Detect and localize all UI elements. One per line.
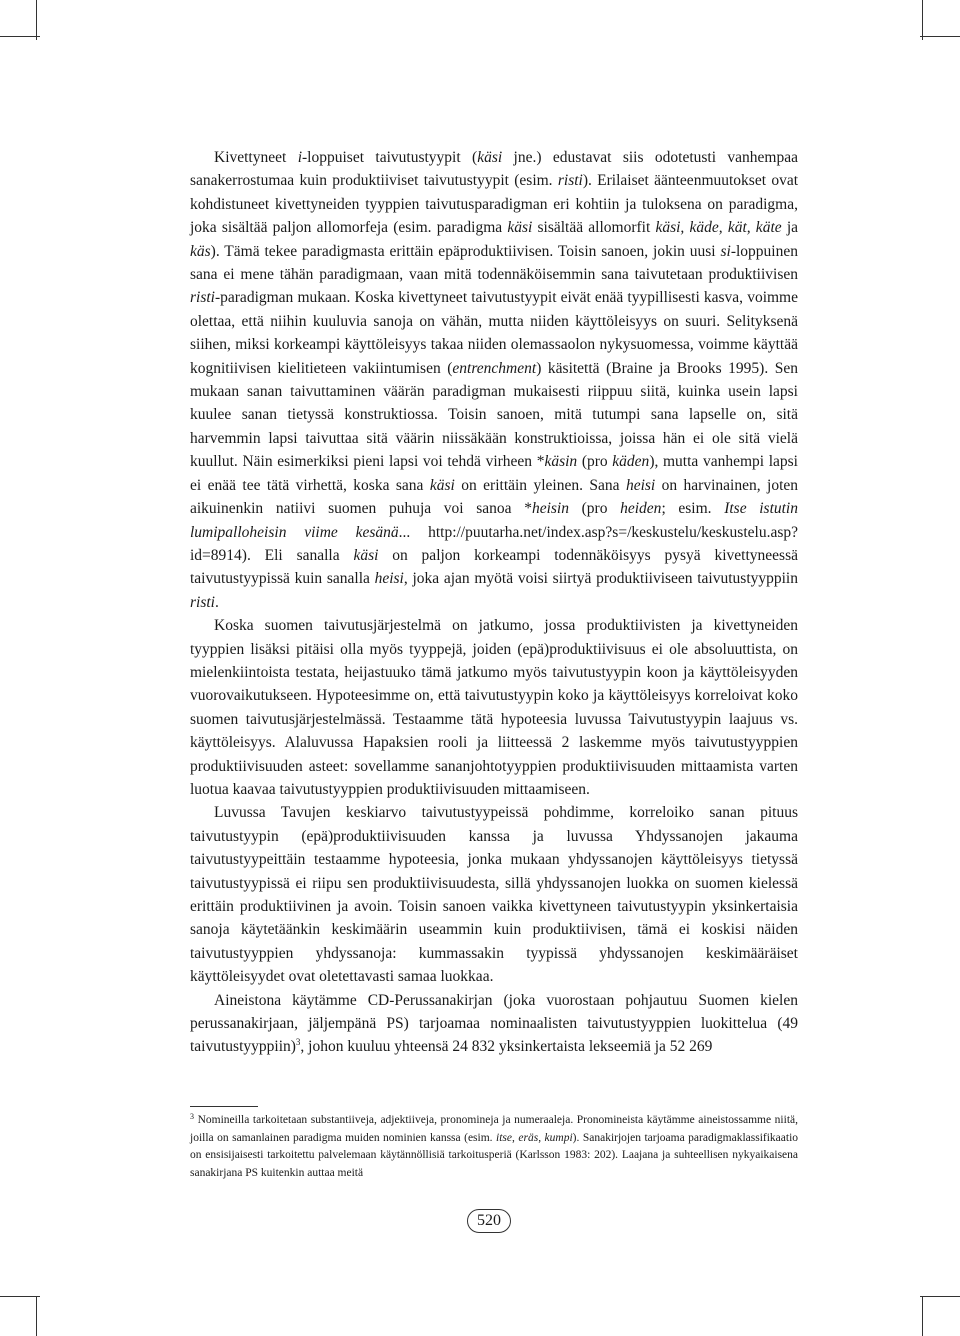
- text-run: ). Erilaiset äänteenmuutokset ovat kohdistuneet kivettyneiden tyyppien taivutusparadigman eri kohtiin ja tuloksena on paradigma, joka sisältää paljon allomorfeja (esim. paradigma: [190, 172, 799, 237]
- text-run: ). Tämä tekee paradigmasta erittäin epäproduktiivisen. Toisin sanoen, jokin uusi: [210, 242, 721, 260]
- italic-term: käsi, käde, kät, käte: [655, 219, 782, 237]
- footnote-marker: 3: [190, 1112, 194, 1121]
- text-run: Koska suomen taivutusjärjestelmä on jatkumo, jossa produktiivisten ja kivettyneiden tyyppien lisäksi pitäisi olla myös tyyppejä, joiden (epä)produktiivisuus ei ole absoluuttista, on mielenkiintoista testata, heijastuuko tämä jatkumo myös taivutustyypin koon ja käyttöleisyyden vuorovaikutukseen. Hypoteesimme on, että taivutustyypin koko ja käyttöleisyys korreloivat koko suomen taivutusjärjestelmässä. Testaamme tätä hypoteesia luvussa Taivutustyypin laajuus vs. käyttöleisyys. Alaluvussa Hapaksien rooli ja liitteessä 2 laskemme myös taivutustyyppien produktiivisuuden asteet: sovellamme sananjohtotyyppien produktiivisuuden mittaamista varten luotua kaavaa taivutustyyppien produktiivisuuden mittaamiseen.: [190, 617, 798, 798]
- italic-term: käsi: [353, 546, 379, 564]
- text-run: sisältää allomorfit: [532, 219, 656, 237]
- italic-term: käden: [612, 453, 650, 471]
- text-run: -loppuiset taivutustyypit (: [302, 149, 478, 166]
- crop-mark: [922, 0, 923, 40]
- footnote-rule: [190, 1106, 258, 1107]
- text-run: ; esim.: [661, 500, 725, 518]
- italic-term: itse: [496, 1131, 513, 1144]
- text-run: , joka ajan myötä voisi siirtyä produktiiviseen taivutustyyppiin: [403, 570, 798, 588]
- text-run: -loppuinen sana ei mene tähän paradigmaan, vaan mitä todennäköisemmin sana taivutetaan produktiivisen: [190, 242, 798, 284]
- italic-term: risti: [190, 289, 215, 307]
- italic-term: käsi: [429, 476, 455, 494]
- text-run: jne.) edustavat siis odotetusti vanhempaa sanakerrostumaa kuin produktiiviset taivutustyypit (esim.: [190, 149, 799, 190]
- italic-term: Itse istutin lumipalloheisin viime kesänä: [190, 500, 798, 541]
- text-run: Luvussa Tavujen keskiarvo taivutustyypeissä pohdimme, korreloiko sanan pituus taivutustyypin (epä)produktiivisuuden kanssa ja luvussa Yhdyssanojen jakauma taivutustyypeittäin testaamme hypoteesia, jonka mukaan yhdyssanojen käyttöleisyys tietyssä taivutustyypissä ei riipu sen produktiivisuudesta, sillä yhdyssanojen luokka on suomen kielessä erittäin produktiivinen ja avoin. Toisin sanoen vaikka kivettyneen taivutustyypin yksinkertaisia sanoja käytetäänkin keskimäärin useammin kuin produktiivisen, tämä ei koskisi näiden taivutustyyppien yhdyssanoja: kummassakin tyypissä yhdyssanojen keskimääräiset käyttöleisyydet ovat oletettavasti samaa luokkaa.: [190, 804, 798, 986]
- crop-mark: [922, 1296, 923, 1336]
- italic-term: entrenchment: [452, 359, 537, 377]
- italic-term: i: [297, 149, 303, 166]
- italic-term: käsi: [477, 149, 503, 166]
- text-run: ). Sanakirjojen tarjoama paradigmaklassifikaatio on ensisijaisesti tarkoitettu palvelemaan käytännöllisiä tarkoitusperiä (Karlsson 1983: 202). Laajana ja suhteellisen nykyaikaisena sanakirjana PS kuitenkin auttaa meitä: [190, 1131, 799, 1179]
- italic-term: heisi: [625, 476, 656, 494]
- italic-term: heiden: [620, 500, 662, 518]
- paragraph: [190, 614, 798, 801]
- italic-term: risti: [557, 172, 583, 190]
- body-text: [190, 146, 798, 1059]
- page-number: 520: [467, 1209, 511, 1233]
- crop-mark: [920, 1296, 960, 1297]
- text-run: ) käsitettä (Braine ja Brooks 1995). Sen mukaan sanan taivuttaminen väärän paradigman mukaisesti riippuu siitä, kuinka usein lapsi kuulee sanan tietyssä konstruktiossa. Toisin sanoen, mitä tutumpi sana lapselle on, sitä harvemmin lapsi taivuttaa sitä väärin niissäkään konstruktioissa, joissa hän ei ole sitä vielä kuullut. Näin esimerkiksi pieni lapsi voi tehdä virheen *: [190, 359, 798, 471]
- italic-term: si: [720, 242, 731, 260]
- paragraph: [190, 801, 798, 988]
- crop-mark: [0, 1296, 40, 1297]
- italic-term: risti: [190, 593, 215, 611]
- text-run: , johon kuuluu yhteensä 24 832 yksinkertaista lekseemiä ja 52 269: [300, 1038, 713, 1056]
- text-run: ... http://puutarha.net/index.asp?s=/keskustelu/keskustelu.asp?id=8914). Eli sanalla: [190, 523, 798, 564]
- paragraph: [190, 989, 798, 1059]
- crop-mark: [36, 0, 37, 40]
- italic-term: käsin: [544, 453, 578, 471]
- text-run: (pro: [568, 500, 621, 518]
- italic-term: käsi: [507, 219, 533, 237]
- text-run: (pro: [577, 453, 613, 471]
- crop-mark: [0, 36, 40, 37]
- text-run: -paradigman mukaan. Koska kivettyneet taivutustyypit eivät enää tyypillisesti kasva, voimme olettaa, että niihin kuuluvia sanoja on vähän, mutta niiden käyttöleisyys on suuri. Selityksenä siihen, miksi korkeampi käyttöleisyys takaa niiden olemassaolon nykysuomessa, voimme käyttää kognitiivisen kielitieteen vakiintumisen (: [190, 289, 798, 377]
- italic-term: kumpi: [544, 1131, 573, 1144]
- footnote: [190, 1112, 798, 1182]
- text-run: ,: [538, 1131, 545, 1144]
- italic-term: eräs: [518, 1131, 539, 1144]
- text-run: on paljon korkeampi todennäköisyys pysyä kivettyneessä taivutustyypissä kuin sanalla: [190, 546, 798, 588]
- text-run: ja: [781, 219, 799, 237]
- crop-mark: [36, 1296, 37, 1336]
- text-run: ), mutta vanhempi lapsi ei enää tee tätä virhettä, koska sana: [190, 453, 798, 494]
- text-run: on harvinainen, joten aikuinenkin natiivi suomen puhuja voi sanoa *: [190, 476, 798, 518]
- italic-term: heisi: [374, 570, 404, 588]
- italic-term: heisin: [531, 500, 569, 518]
- crop-mark: [920, 36, 960, 37]
- italic-term: käs: [190, 242, 211, 260]
- text-run: Kivettyneet: [214, 149, 298, 166]
- paragraph: [190, 146, 798, 614]
- footnote-marker: 3: [295, 1037, 301, 1048]
- text-run: on erittäin yleinen. Sana: [454, 476, 626, 494]
- text-run: Nomineilla tarkoitetaan substantiiveja, adjektiiveja, pronomineja ja numeraaleja. Pronomineista käytämme aineistossamme niitä, joilla on samanlainen paradigma muiden nominien kanssa (esim.: [190, 1114, 798, 1144]
- text-run: ,: [512, 1131, 519, 1144]
- text-run: Aineistona käytämme CD-Perussanakirjan (joka vuorostaan pohjautuu Suomen kielen perussanakirjaan, jäljempänä PS) tarjoamaa nominaalisten taivutustyyppien luokittelua (49 taivutustyyppiin): [190, 991, 798, 1056]
- text-run: .: [214, 593, 219, 611]
